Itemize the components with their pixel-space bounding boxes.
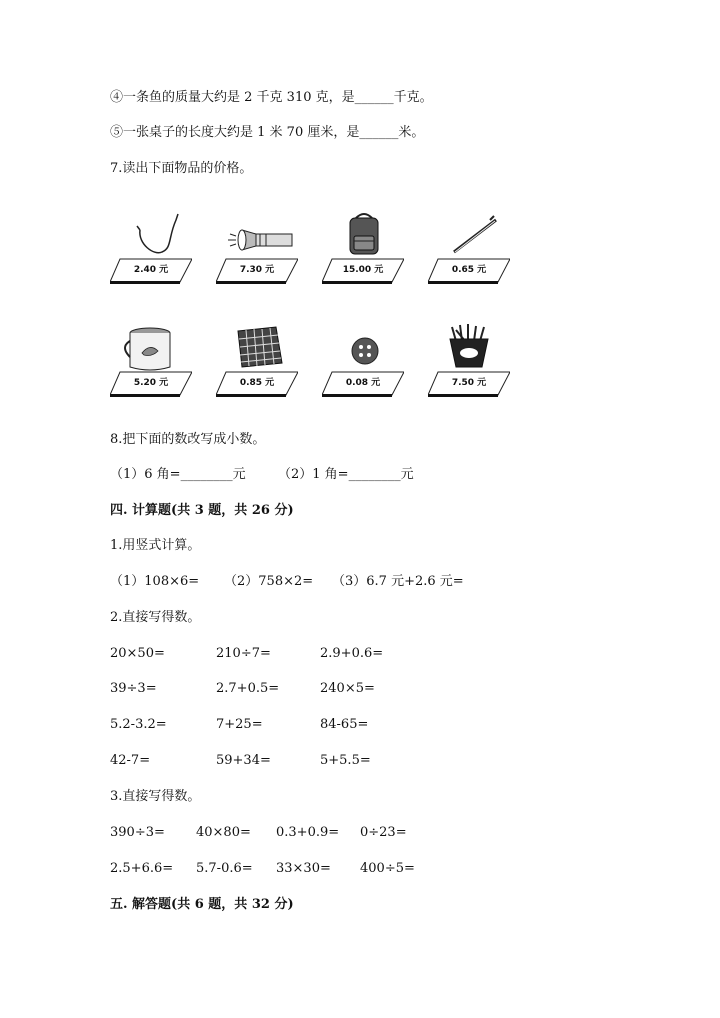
expression: 0÷23= [360, 825, 407, 840]
price-item-pen [428, 208, 510, 290]
s4-q1-part: （1）108×6= [110, 574, 200, 589]
price-label: 7.50 元 [451, 378, 487, 388]
expression: 0.3+0.9= [276, 825, 340, 840]
expression: 210÷7= [216, 646, 271, 661]
q8-title: 8.把下面的数改写成小数。 [110, 432, 266, 447]
question-length: ⑤一张桌子的长度大约是 1 米 70 厘米，是______米。 [110, 125, 425, 140]
price-item-button [322, 321, 404, 403]
price-item-handkerchief [216, 321, 298, 403]
price-label: 15.00 元 [342, 265, 384, 275]
s4-q1-part: （2）758×2= [224, 574, 314, 589]
expression: 7+25= [216, 717, 263, 732]
price-item-mug [110, 321, 192, 403]
expression: 5+5.5= [320, 753, 371, 768]
s4-q1-title: 1.用竖式计算。 [110, 538, 201, 553]
price-label: 7.30 元 [239, 265, 275, 275]
question-weight: ④一条鱼的质量大约是 2 千克 310 克，是______千克。 [110, 90, 433, 105]
expression: 5.7-0.6= [196, 861, 253, 876]
s4-q1-part: （3）6.7 元+2.6 元= [332, 574, 464, 589]
price-label: 2.40 元 [133, 265, 169, 275]
price-item-string [110, 208, 192, 290]
q8-part-1: （1）6 角=________元 [110, 467, 246, 482]
expression: 400÷5= [360, 861, 415, 876]
s4-q3-title: 3.直接写得数。 [110, 789, 201, 804]
price-item-fries [428, 321, 510, 403]
expression: 42-7= [110, 753, 151, 768]
price-label: 0.65 元 [451, 265, 487, 275]
q7-title: 7.读出下面物品的价格。 [110, 161, 253, 176]
expression: 2.7+0.5= [216, 681, 280, 696]
expression: 40×80= [196, 825, 251, 840]
s4-q2-title: 2.直接写得数。 [110, 610, 201, 625]
expression: 5.2-3.2= [110, 717, 167, 732]
section-5-title: 五. 解答题(共 6 题，共 32 分) [110, 897, 294, 912]
price-label: 0.08 元 [345, 378, 381, 388]
expression: 2.5+6.6= [110, 861, 174, 876]
q8-part-2: （2）1 角=________元 [278, 467, 414, 482]
expression: 240×5= [320, 681, 375, 696]
expression: 20×50= [110, 646, 165, 661]
expression: 2.9+0.6= [320, 646, 384, 661]
price-item-backpack [322, 208, 404, 290]
section-4-title: 四. 计算题(共 3 题，共 26 分) [110, 503, 294, 518]
expression: 33×30= [276, 861, 331, 876]
expression: 59+34= [216, 753, 271, 768]
expression: 84-65= [320, 717, 369, 732]
price-label: 5.20 元 [133, 378, 169, 388]
price-label: 0.85 元 [239, 378, 275, 388]
expression: 39÷3= [110, 681, 157, 696]
price-item-flashlight [216, 208, 298, 290]
expression: 390÷3= [110, 825, 165, 840]
